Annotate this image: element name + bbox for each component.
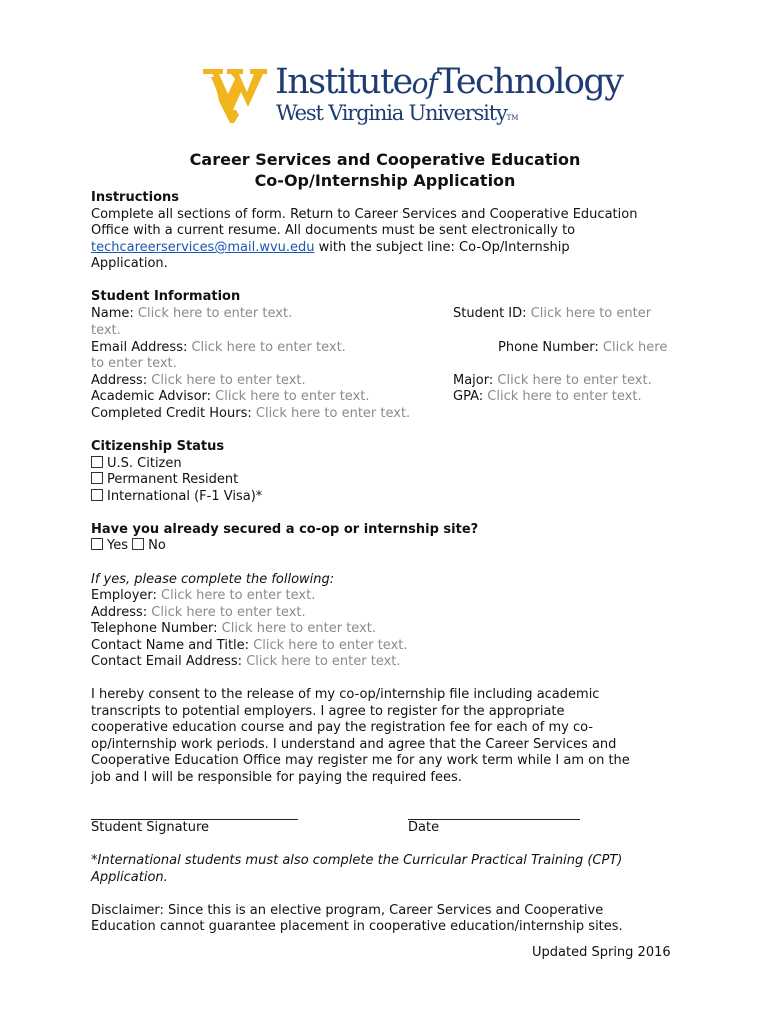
page-subtitle: Co-Op/Internship Application — [254, 171, 516, 190]
address-row: Address: Click here to enter text. — [91, 373, 306, 388]
employer-address-row: Address: Click here to enter text. — [91, 605, 306, 620]
name-row: Name: Click here to enter text. — [91, 306, 293, 321]
major-row: Major: Click here to enter text. — [453, 373, 652, 388]
consent-line: op/internship work periods. I understand and agree that the Career Services and — [91, 737, 617, 752]
disclaimer-line: Disclaimer: Since this is an elective program, Career Services and Cooperative — [91, 903, 604, 918]
citizen-option: U.S. Citizen — [91, 456, 182, 473]
consent-line: transcripts to potential employers. I agree to register for the appropriate — [91, 704, 565, 719]
consent-line: I hereby consent to the release of my co-op/internship file including academic — [91, 687, 600, 702]
consent-line: job and I will be responsible for paying the required fees. — [91, 770, 462, 785]
contact-email-row: Contact Email Address: Click here to enter text. — [91, 654, 401, 669]
contact-name-row: Contact Name and Title: Click here to enter text. — [91, 638, 408, 653]
permanent-resident-checkbox[interactable] — [91, 472, 103, 484]
instructions-line: Application. — [91, 256, 168, 271]
phone-row: Phone Number: Click here — [498, 340, 668, 355]
international-checkbox[interactable] — [91, 489, 103, 501]
employer-row: Employer: Click here to enter text. — [91, 588, 316, 603]
logo-institute-of-technology: InstituteofTechnology — [275, 62, 623, 102]
employer-phone-field[interactable]: Click here to enter text. — [221, 621, 376, 636]
phone-field[interactable]: Click here — [602, 340, 668, 355]
international-note: Application. — [91, 870, 168, 885]
updated-date: Updated Spring 2016 — [532, 945, 671, 960]
site-question: Have you already secured a co-op or internship site? — [91, 522, 479, 537]
career-services-email-link[interactable]: techcareerservices@mail.wvu.edu — [91, 240, 315, 255]
international-note: *International students must also complete the Curricular Practical Training (CPT) — [91, 853, 623, 868]
credit-hours-field[interactable]: Click here to enter text. — [255, 406, 411, 421]
email-row: Email Address: Click here to enter text. — [91, 340, 346, 355]
gpa-row: GPA: Click here to enter text. — [453, 389, 642, 404]
resident-option: Permanent Resident — [91, 472, 238, 489]
logo-west-virginia-university: West Virginia UniversityTM — [276, 101, 519, 125]
student-id-row: Student ID: Click here to enter — [453, 306, 652, 321]
instructions-line: Office with a current resume. All documents must be sent electronically to — [91, 223, 576, 238]
citizenship-heading: Citizenship Status — [91, 439, 225, 454]
advisor-field[interactable]: Click here to enter text. — [215, 389, 370, 404]
student-signature-label: Student Signature — [91, 820, 210, 835]
major-field[interactable]: Click here to enter text. — [497, 373, 652, 388]
student-id-field[interactable]: Click here to enter — [530, 306, 652, 321]
employer-address-field[interactable]: Click here to enter text. — [151, 605, 306, 620]
employer-phone-row: Telephone Number: Click here to enter text. — [91, 621, 376, 636]
phone-field-wrap[interactable]: to enter text. — [91, 356, 177, 371]
consent-line: cooperative education course and pay the registration fee for each of my co- — [91, 720, 593, 735]
disclaimer-line: Education cannot guarantee placement in cooperative education/internship sites. — [91, 919, 623, 934]
credit-hours-row: Completed Credit Hours: Click here to enter text. — [91, 406, 411, 421]
name-field[interactable]: Click here to enter text. — [137, 306, 293, 321]
consent-line: Cooperative Education Office may register me for any work term while I am on the — [91, 753, 630, 768]
contact-email-field[interactable]: Click here to enter text. — [246, 654, 401, 669]
name-field-wrap[interactable]: text. — [91, 323, 121, 338]
instructions-line: techcareerservices@mail.wvu.edu with the subject line: Co-Op/Internship — [91, 240, 570, 255]
employer-field[interactable]: Click here to enter text. — [161, 588, 316, 603]
email-field[interactable]: Click here to enter text. — [191, 340, 346, 355]
student-info-heading: Student Information — [91, 289, 241, 304]
address-field[interactable]: Click here to enter text. — [151, 373, 306, 388]
advisor-row: Academic Advisor: Click here to enter text. — [91, 389, 370, 404]
employer-intro: If yes, please complete the following: — [91, 572, 335, 587]
instructions-line: Complete all sections of form. Return to Career Services and Cooperative Education — [91, 207, 638, 222]
us-citizen-checkbox[interactable] — [91, 456, 103, 468]
date-label: Date — [408, 820, 440, 835]
contact-name-field[interactable]: Click here to enter text. — [253, 638, 408, 653]
yes-checkbox[interactable] — [91, 538, 103, 550]
site-options: Yes No — [91, 538, 166, 555]
wvu-tech-logo — [203, 62, 623, 132]
no-checkbox[interactable] — [132, 538, 144, 550]
flying-wv-icon — [203, 65, 267, 123]
gpa-field[interactable]: Click here to enter text. — [487, 389, 642, 404]
international-option: International (F-1 Visa)* — [91, 489, 262, 506]
instructions-heading: Instructions — [91, 190, 180, 205]
page-title: Career Services and Cooperative Education — [189, 150, 581, 169]
